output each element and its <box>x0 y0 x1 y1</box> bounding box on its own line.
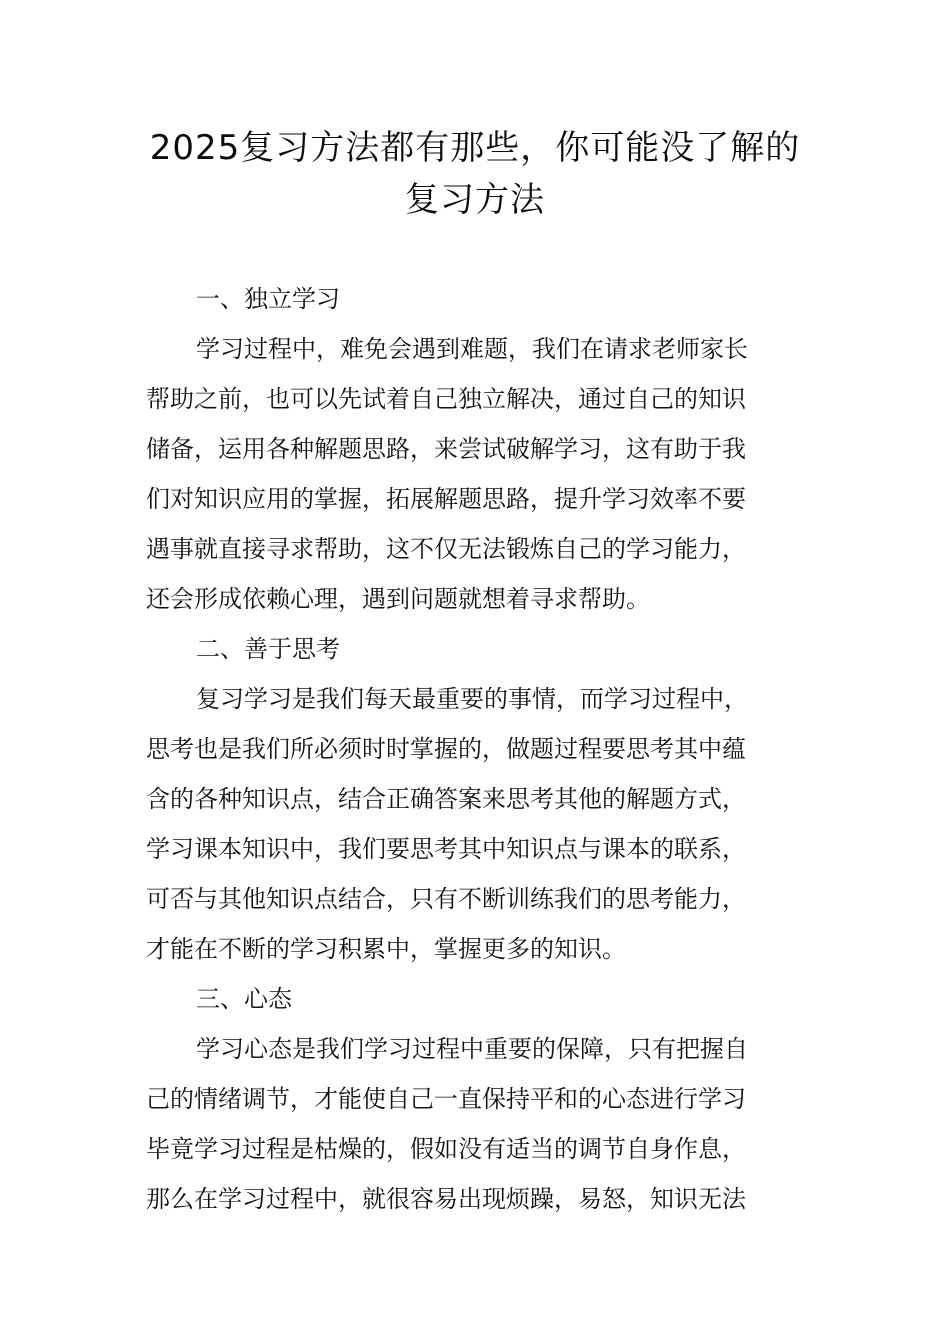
paragraph-line: 学习过程中，难免会遇到难题，我们在请求老师家长 <box>196 335 748 363</box>
paragraph-line: 那么在学习过程中，就很容易出现烦躁，易怒，知识无法 <box>146 1185 746 1213</box>
section-paragraph-independent-study <box>146 324 810 624</box>
paragraph-line: 己的情绪调节，才能使自己一直保持平和的心态进行学习 <box>146 1085 746 1113</box>
paragraph-line: 学习心态是我们学习过程中重要的保障，只有把握自 <box>196 1035 748 1063</box>
paragraph-line: 才能在不断的学习积累中，掌握更多的知识。 <box>146 935 626 963</box>
paragraph-line: 们对知识应用的掌握，拓展解题思路，提升学习效率不要 <box>146 485 746 513</box>
paragraph-line: 学习课本知识中，我们要思考其中知识点与课本的联系， <box>146 835 746 863</box>
title-line-2: 复习方法 <box>405 180 545 220</box>
paragraph-line: 储备，运用各种解题思路，来尝试破解学习，这有助于我 <box>146 435 746 463</box>
paragraph-line: 遇事就直接寻求帮助，这不仅无法锻炼自己的学习能力， <box>146 535 746 563</box>
section-heading-thinking: 二、善于思考 <box>196 635 340 663</box>
section-heading-independent-study: 一、独立学习 <box>196 285 340 313</box>
paragraph-line: 还会形成依赖心理，遇到问题就想着寻求帮助。 <box>146 585 650 613</box>
paragraph-line: 复习学习是我们每天最重要的事情，而学习过程中， <box>196 685 748 713</box>
paragraph-line: 帮助之前，也可以先试着自己独立解决，通过自己的知识 <box>146 385 746 413</box>
document-body <box>146 274 810 1224</box>
paragraph-line: 思考也是我们所必须时时掌握的，做题过程要思考其中蕴 <box>146 735 746 763</box>
paragraph-line: 可否与其他知识点结合，只有不断训练我们的思考能力， <box>146 885 746 913</box>
section-paragraph-mindset <box>146 1024 810 1224</box>
document-title <box>120 122 830 226</box>
section-paragraph-thinking <box>146 674 810 974</box>
paragraph-line: 毕竟学习过程是枯燥的，假如没有适当的调节自身作息， <box>146 1135 746 1163</box>
paragraph-line: 含的各种知识点，结合正确答案来思考其他的解题方式， <box>146 785 746 813</box>
title-line-1: 2025复习方法都有那些，你可能没了解的 <box>149 128 801 168</box>
section-heading-mindset: 三、心态 <box>196 985 292 1013</box>
